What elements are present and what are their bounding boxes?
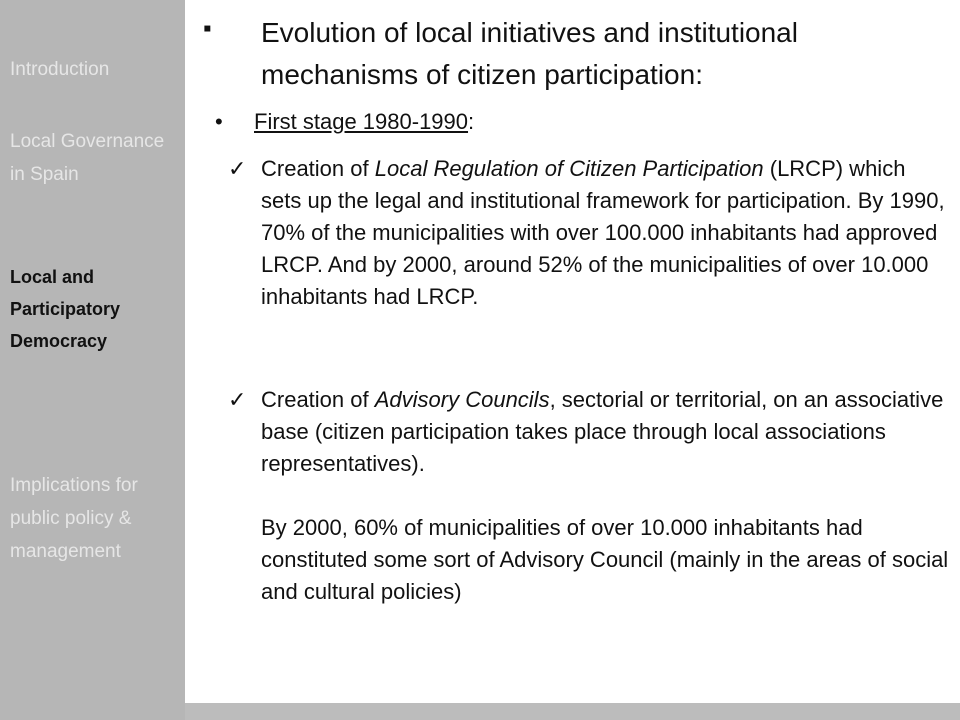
- stage-suffix: :: [468, 109, 475, 134]
- nav-item-local-participatory-democracy[interactable]: Local and Participatory Democracy: [10, 267, 121, 351]
- point-lrcp: [261, 153, 951, 313]
- square-bullet-icon: ▪: [203, 15, 212, 42]
- slide-content: [185, 0, 960, 703]
- nav-item-introduction[interactable]: Introduction: [10, 59, 110, 80]
- stage-label: First stage 1980-1990: [254, 109, 469, 134]
- point-advisory-councils: [261, 384, 951, 480]
- nav-item-implications[interactable]: Implications for public policy & management: [10, 475, 138, 562]
- bottom-strip: [185, 703, 960, 720]
- stage-heading: [254, 104, 474, 140]
- slide-heading: Evolution of local initiatives and institutional mechanisms of citizen participation:: [261, 17, 798, 90]
- point-advisory-post: , sectorial or territorial, on an associative base (citizen participation takes place through local associations representatives).: [261, 387, 944, 476]
- sidebar-nav: [0, 0, 185, 720]
- point-lrcp-pre: Creation of: [261, 156, 375, 181]
- checkmark-icon: ✓: [228, 387, 247, 412]
- point-advisory-pre: Creation of: [261, 387, 375, 412]
- checkmark-icon: ✓: [228, 156, 247, 181]
- dot-bullet-icon: •: [215, 109, 223, 134]
- point-advisory-italic: Advisory Councils: [374, 387, 550, 412]
- nav-item-local-governance[interactable]: Local Governance in Spain: [10, 131, 165, 185]
- point-lrcp-post: (LRCP) which sets up the legal and institutional framework for participation. By 1990, 70% of the municipalities with over 100.000 inhabitants had approved LRCP. And by 2000, around 52% of the municipalities of over 10.000 inhabitants had LRCP.: [261, 156, 945, 309]
- point-advisory-followup: By 2000, 60% of municipalities of over 10.000 inhabitants had constituted some sort of Advisory Council (mainly in the areas of social and cultural policies): [261, 515, 949, 604]
- point-lrcp-italic: Local Regulation of Citizen Participation: [374, 156, 764, 181]
